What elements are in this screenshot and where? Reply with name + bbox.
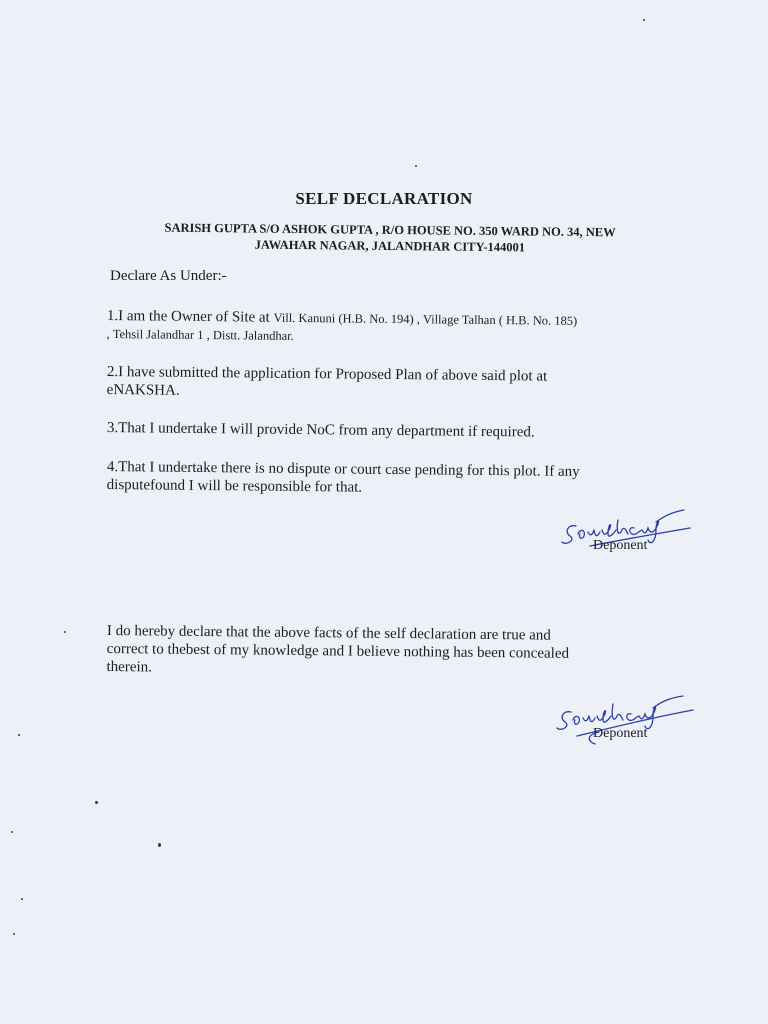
point-4-line-2: disputefound I will be responsible for that. bbox=[106, 476, 363, 496]
scan-speck bbox=[158, 843, 161, 847]
point-1-lead: 1.I am the Owner of Site at bbox=[106, 307, 274, 326]
verification-line-3: therein. bbox=[106, 658, 153, 676]
scan-speck bbox=[415, 165, 417, 167]
scan-speck bbox=[643, 19, 645, 21]
point-1-line-2: , Tehsil Jalandhar 1 , Distt. Jalandhar. bbox=[106, 326, 294, 343]
deponent-label-1: Deponent bbox=[593, 538, 648, 553]
declarant-details bbox=[95, 219, 685, 257]
point-2-line-1: 2.I have submitted the application for Proposed Plan of above said plot at bbox=[106, 363, 548, 385]
scan-speck bbox=[11, 831, 13, 833]
verification-statement bbox=[106, 622, 652, 682]
declarant-details-line-1: SARISH GUPTA S/O ASHOK GUPTA , R/O HOUSE NO. 350 WARD NO. 34, NEW bbox=[164, 220, 616, 240]
deponent-label-2: Deponent bbox=[593, 726, 648, 741]
declaration-point-4 bbox=[107, 458, 667, 500]
declaration-point-2 bbox=[107, 363, 667, 405]
declare-heading: Declare As Under:- bbox=[110, 268, 227, 284]
scan-speck bbox=[64, 631, 66, 633]
document-title: SELF DECLARATION bbox=[295, 189, 473, 208]
scan-speck bbox=[95, 801, 98, 804]
verification-line-1: I do hereby declare that the above facts of the self declaration are true and bbox=[106, 622, 551, 644]
point-4-line-1: 4.That I undertake there is no dispute or court case pending for this plot. If any bbox=[106, 458, 580, 480]
point-1-site: Vill. Kanuni (H.B. No. 194) , Village Talhan ( H.B. No. 185) bbox=[273, 310, 578, 328]
declaration-point-1 bbox=[107, 307, 667, 349]
scan-speck bbox=[21, 898, 23, 900]
declarant-details-line-2: JAWAHAR NAGAR, JALANDHAR CITY-144001 bbox=[254, 237, 526, 255]
point-2-line-2: eNAKSHA. bbox=[106, 381, 180, 399]
declaration-point-3: 3.That I undertake I will provide NoC from any department if required. bbox=[106, 419, 535, 441]
verification-line-2: correct to thebest of my knowledge and I believe nothing has been concealed bbox=[106, 640, 570, 662]
scan-speck bbox=[13, 933, 15, 935]
scan-speck bbox=[18, 734, 20, 736]
